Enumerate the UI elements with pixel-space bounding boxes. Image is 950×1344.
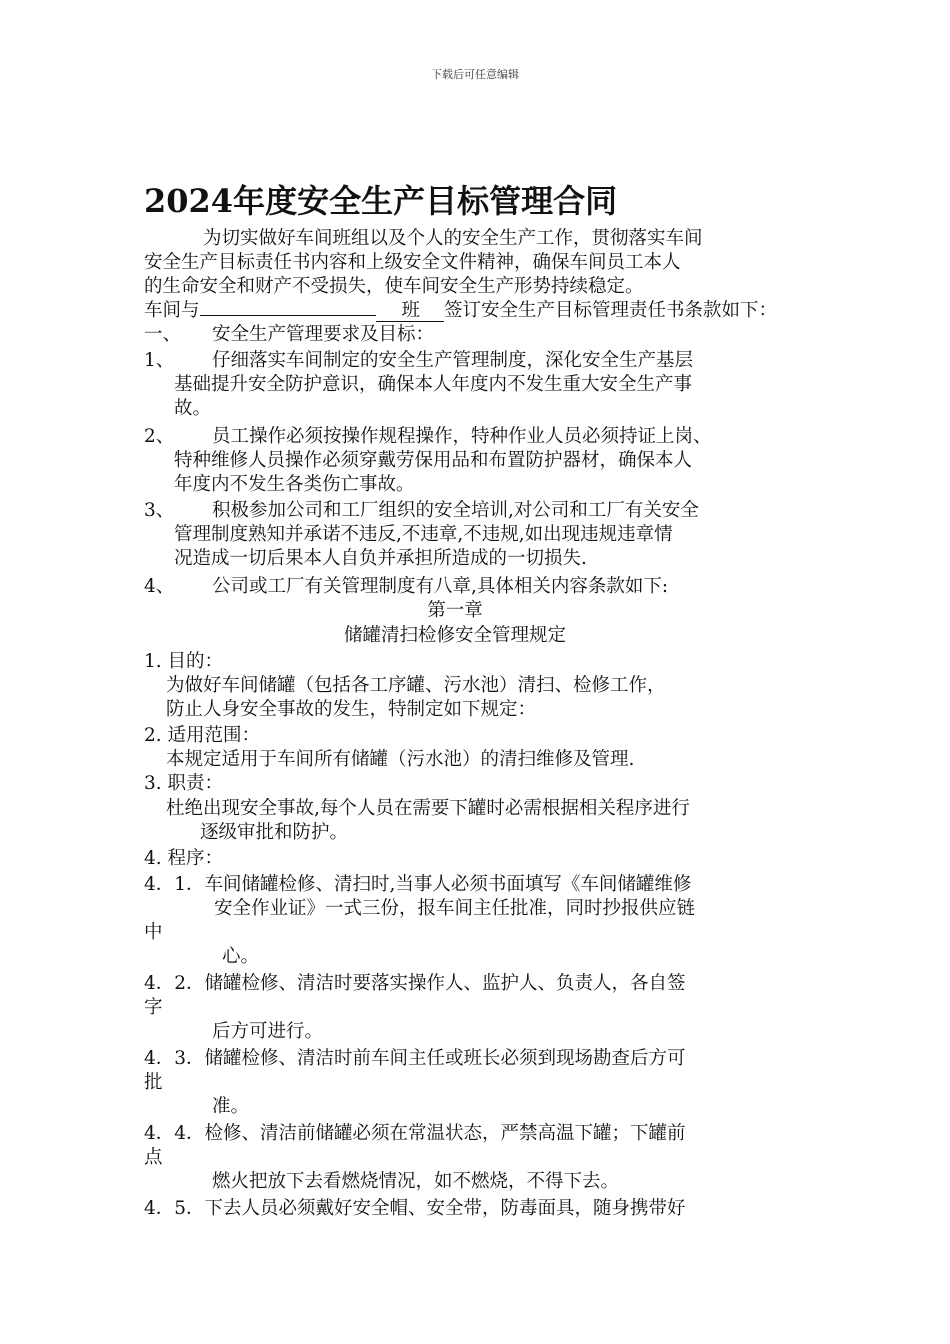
item-4-line-1: 公司或工厂有关管理制度有八章,具体相关内容条款如下: [212,576,669,597]
signing-ban: 班 [376,301,445,322]
procedure-4-2-line-2: 字 [144,997,163,1018]
chapter-subheading: 储罐清扫检修安全管理规定 [343,625,566,646]
procedure-4-3-line-1: 4．3．储罐检修、清洁时前车间主任或班长必须到现场勘查后方可 [144,1048,686,1069]
purpose-line-1: 为做好车间储罐（包括各工序罐、污水池）清扫、检修工作， [166,675,666,696]
item-3-number: 3、 [144,500,175,521]
item-2-number: 2、 [144,426,175,447]
chapter-heading: 第一章 [427,600,483,621]
item-3-line-2: 管理制度熟知并承诺不违反,不违章,不违规,如出现违规违章情 [174,524,673,545]
item-2-line-2: 特种维修人员操作必须穿戴劳保用品和布置防护器材，确保本人 [174,450,693,471]
signing-blank-field [200,315,376,316]
item-1-number: 1、 [144,350,175,371]
intro-line-3: 的生命安全和财产不受损失，使车间安全生产形势持续稳定。 [144,276,644,297]
purpose-line-2: 防止人身安全事故的发生，特制定如下规定： [166,699,537,720]
section-1-heading: 安全生产管理要求及目标： [212,324,435,345]
item-2-line-3: 年度内不发生各类伤亡事故。 [174,474,415,495]
procedure-4-1-line-4: 心。 [222,946,260,967]
duty-label: 3. 职责： [144,773,224,794]
item-1-line-3: 故。 [174,398,212,419]
item-1-line-2: 基础提升安全防护意识，确保本人年度内不发生重大安全生产事 [174,374,693,395]
signing-suffix: 签订安全生产目标管理责任书条款如下： [444,300,778,321]
item-1-line-1: 仔细落实车间制定的安全生产管理制度，深化安全生产基层 [212,350,694,371]
item-2-line-1: 员工操作必须按操作规程操作，特种作业人员必须持证上岗、 [212,426,712,447]
duty-line-1: 杜绝出现安全事故,每个人员在需要下罐时必需根据相关程序进行 [166,798,690,819]
section-1-number: 一、 [144,324,182,345]
duty-line-2: 逐级审批和防护。 [200,822,349,843]
procedure-4-1-line-3: 中 [144,922,163,943]
procedure-4-2-line-1: 4．2．储罐检修、清洁时要落实操作人、监护人、负责人，各自签 [144,973,686,994]
procedure-4-5-line-1: 4．5．下去人员必须戴好安全帽、安全带，防毒面具，随身携带好 [144,1198,686,1219]
procedure-4-4-line-3: 燃火把放下去看燃烧情况，如不燃烧，不得下去。 [212,1171,620,1192]
procedure-4-4-line-2: 点 [144,1147,163,1168]
scope-label: 2. 适用范围： [144,725,261,746]
procedure-4-4-line-1: 4．4．检修、清洁前储罐必须在常温状态，严禁高温下罐；下罐前 [144,1123,686,1144]
item-4-number: 4、 [144,576,175,597]
purpose-label: 1. 目的： [144,651,224,672]
signing-line [144,299,777,323]
procedure-4-3-line-3: 准。 [212,1096,250,1117]
procedure-label: 4. 程序： [144,848,224,869]
scope-text: 本规定适用于车间所有储罐（污水池）的清扫维修及管理. [166,749,635,770]
signing-prefix: 车间与 [144,300,200,321]
intro-line-2: 安全生产目标责任书内容和上级安全文件精神，确保车间员工本人 [144,252,681,273]
page-header: 下载后可任意编辑 [431,68,519,81]
document-title: 2024年度安全生产目标管理合同 [144,182,618,220]
procedure-4-3-line-2: 批 [144,1072,163,1093]
procedure-4-1-line-2: 安全作业证》一式三份，报车间主任批准，同时抄报供应链 [214,898,696,919]
intro-line-1: 为切实做好车间班组以及个人的安全生产工作，贯彻落实车间 [203,228,703,249]
procedure-4-2-line-3: 后方可进行。 [212,1021,324,1042]
procedure-4-1-line-1: 4．1．车间储罐检修、清扫时,当事人必须书面填写《车间储罐维修 [144,874,692,895]
item-3-line-1: 积极参加公司和工厂组织的安全培训,对公司和工厂有关安全 [212,500,699,521]
item-3-line-3: 况造成一切后果本人自负并承担所造成的一切损失. [174,548,587,569]
